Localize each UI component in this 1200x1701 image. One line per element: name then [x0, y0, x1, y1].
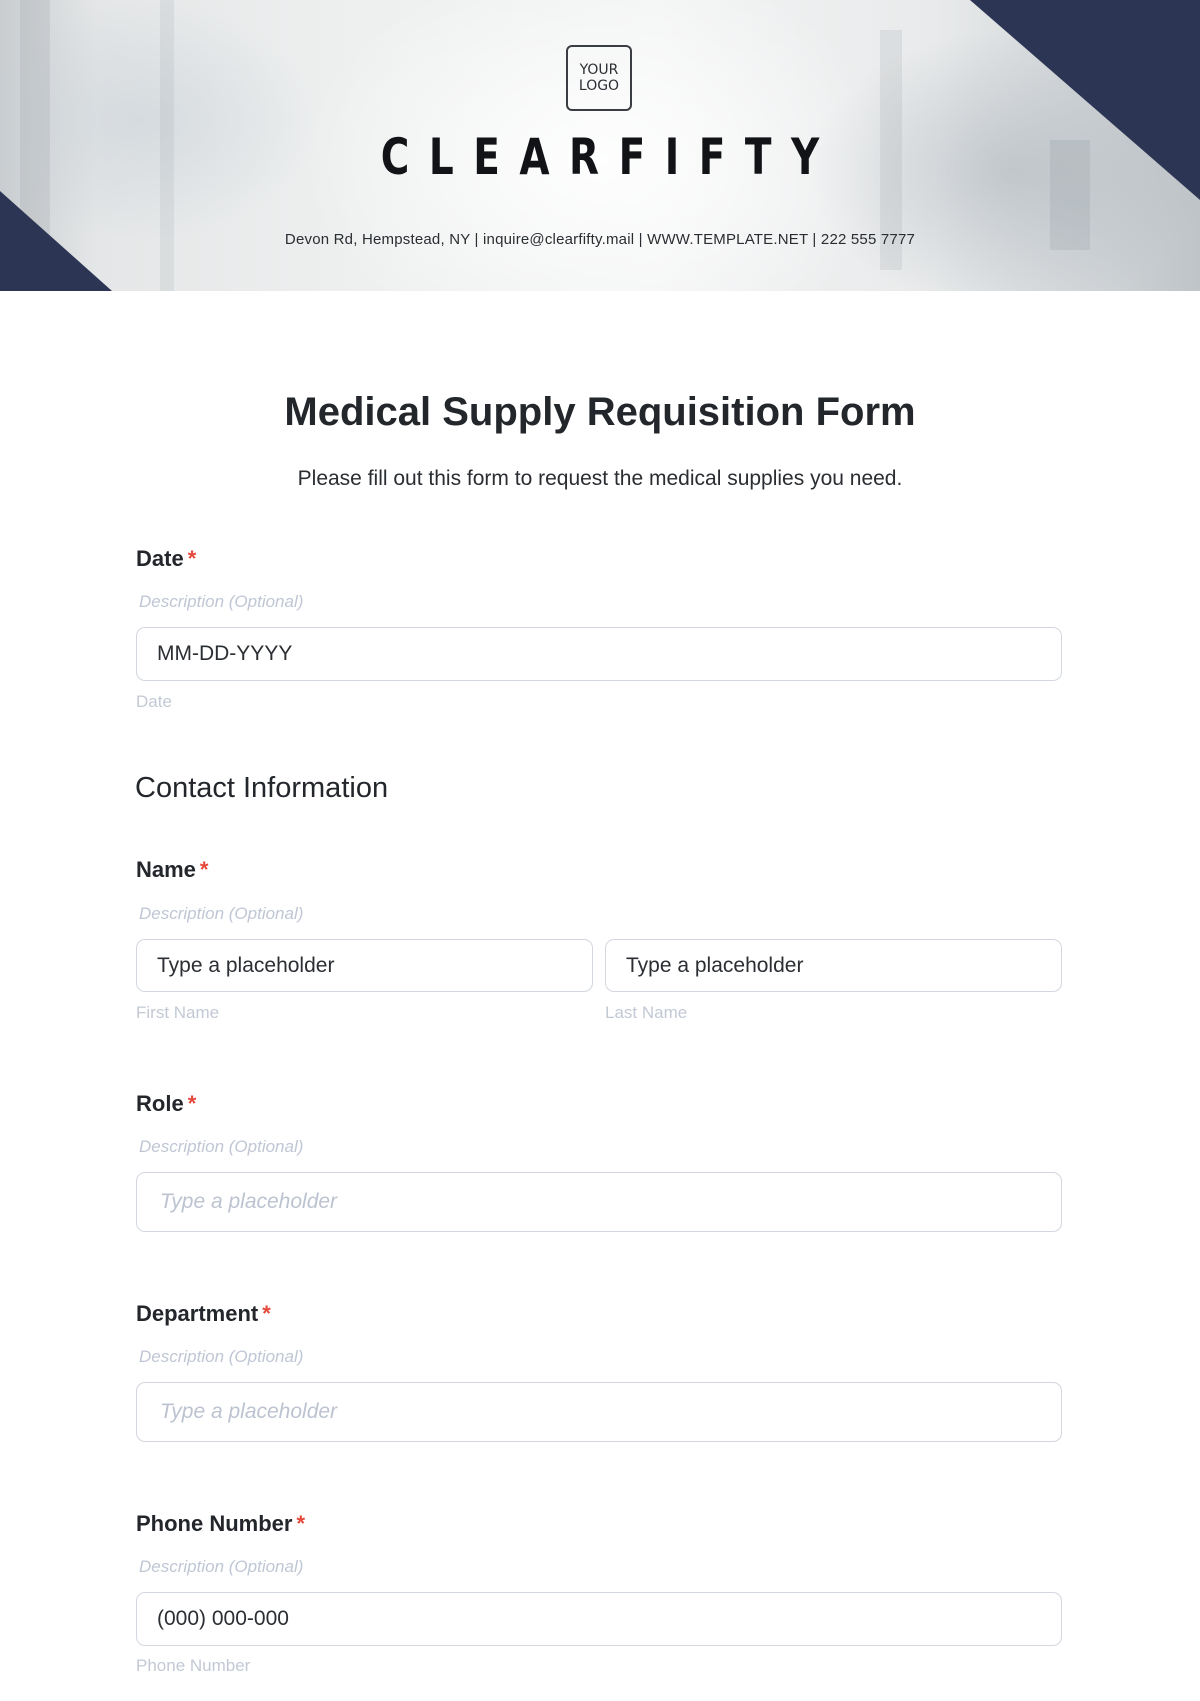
name-label	[136, 857, 208, 883]
required-mark: *	[187, 546, 197, 571]
role-description: Description (Optional)	[139, 1137, 304, 1156]
header-banner	[0, 0, 1200, 291]
phone-description: Description (Optional)	[139, 1557, 304, 1576]
phone-sublabel: Phone Number	[136, 1656, 251, 1675]
phone-input[interactable]: (000) 000-000	[136, 1592, 1062, 1646]
date-label-text: Date	[136, 546, 184, 571]
date-sublabel: Date	[136, 692, 172, 711]
role-label-text: Role	[136, 1091, 184, 1116]
contact-line: Devon Rd, Hempstead, NY | inquire@clearfifty.mail | WWW.TEMPLATE.NET | 222 555 7777	[284, 231, 916, 248]
brand-name: CLEARFIFTY	[380, 128, 839, 186]
date-input[interactable]: MM-DD-YYYY	[136, 627, 1062, 681]
logo-placeholder	[566, 45, 632, 111]
first-name-sublabel: First Name	[136, 1003, 220, 1022]
department-input[interactable]: Type a placeholder	[136, 1382, 1062, 1442]
role-label	[136, 1091, 196, 1117]
phone-label	[136, 1511, 305, 1537]
date-label	[136, 546, 196, 572]
department-description: Description (Optional)	[139, 1347, 304, 1366]
required-mark: *	[199, 857, 209, 882]
form-subtitle: Please fill out this form to request the medical supplies you need.	[297, 467, 903, 490]
contact-section-title: Contact Information	[135, 772, 389, 804]
required-mark: *	[296, 1511, 306, 1536]
form-title: Medical Supply Requisition Form	[284, 390, 916, 434]
last-name-sublabel: Last Name	[605, 1003, 688, 1022]
name-description: Description (Optional)	[139, 904, 304, 923]
role-input[interactable]: Type a placeholder	[136, 1172, 1062, 1232]
required-mark: *	[187, 1091, 197, 1116]
phone-label-text: Phone Number	[136, 1511, 293, 1536]
name-label-text: Name	[136, 857, 196, 882]
required-mark: *	[262, 1301, 271, 1326]
logo-line-2: LOGO	[578, 78, 620, 94]
logo-line-1: YOUR	[579, 62, 619, 78]
date-description: Description (Optional)	[139, 592, 304, 611]
department-label	[136, 1301, 271, 1327]
first-name-input[interactable]: Type a placeholder	[136, 939, 593, 992]
last-name-input[interactable]: Type a placeholder	[605, 939, 1062, 992]
department-label-text: Department	[136, 1301, 259, 1326]
